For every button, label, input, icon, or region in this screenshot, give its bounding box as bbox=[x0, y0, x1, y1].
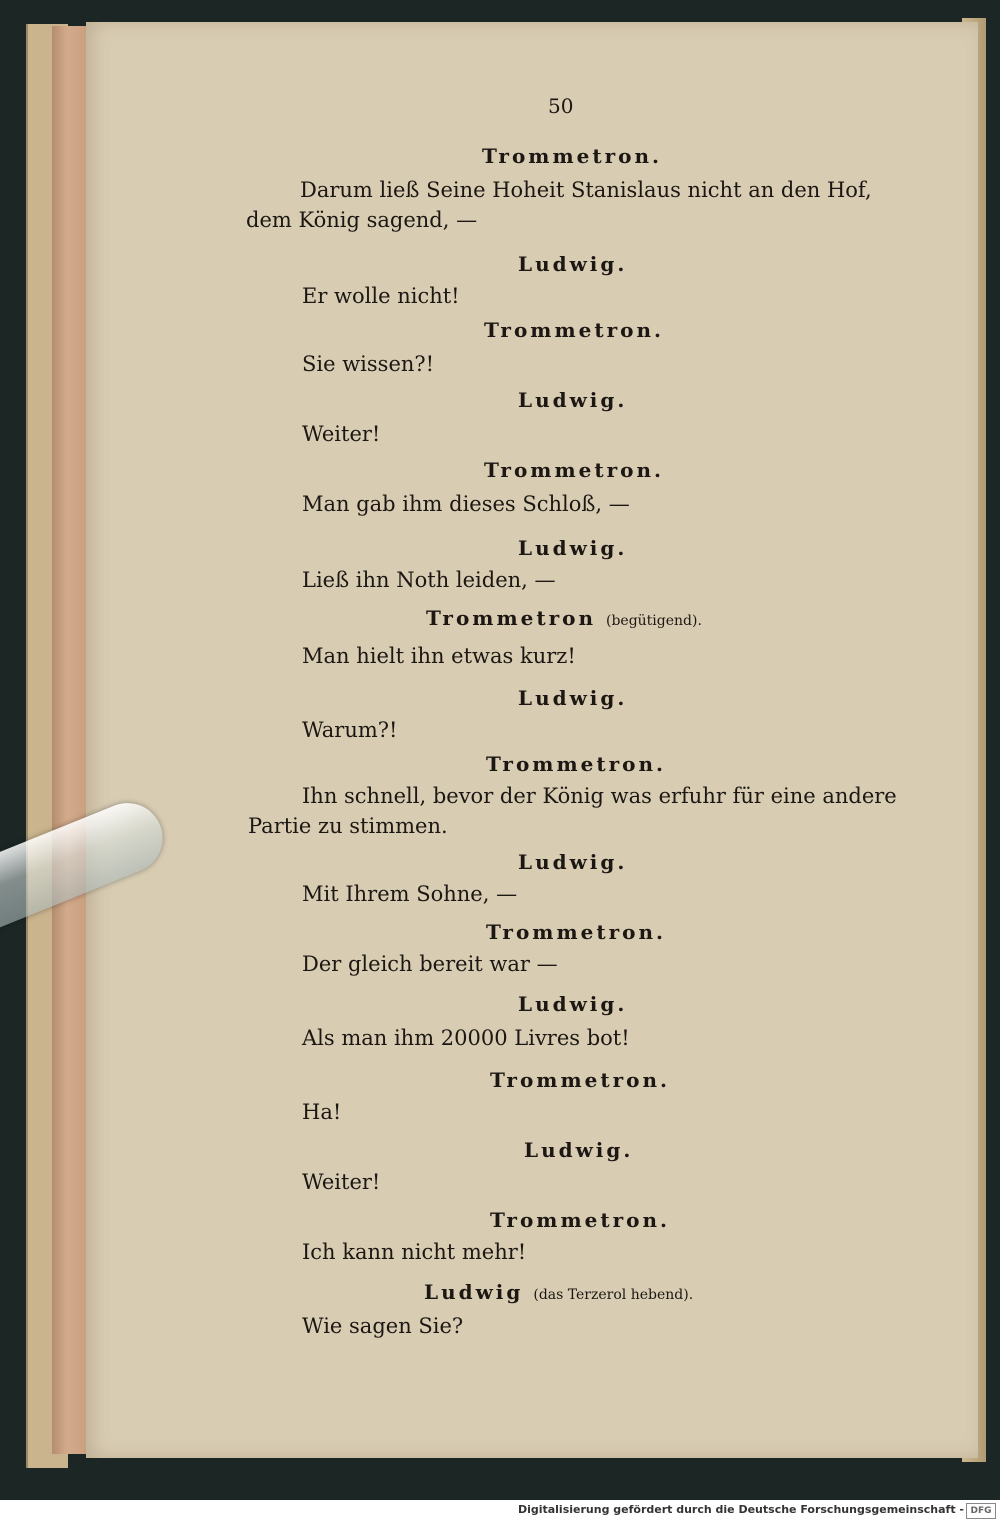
speaker-label: Trommetron. bbox=[486, 920, 666, 944]
dialogue-line: Als man ihm 20000 Livres bot! bbox=[302, 1026, 630, 1050]
speaker-label: Ludwig. bbox=[524, 1138, 634, 1162]
speaker-label: Ludwig. bbox=[518, 388, 628, 412]
speaker-label: Trommetron. bbox=[484, 318, 664, 342]
speaker-label: Ludwig. bbox=[518, 536, 628, 560]
dialogue-line: Mit Ihrem Sohne, — bbox=[302, 882, 518, 906]
footer-bar bbox=[0, 1500, 1000, 1521]
speaker-label: Trommetron. bbox=[490, 1068, 670, 1092]
dfg-logo-icon: DFG bbox=[966, 1503, 996, 1519]
speaker-label: Ludwig. bbox=[518, 850, 628, 874]
dialogue-line: Sie wissen?! bbox=[302, 352, 435, 376]
speaker-label: Trommetron. bbox=[490, 1208, 670, 1232]
speaker-label: Trommetron. bbox=[486, 752, 666, 776]
dialogue-line: Ha! bbox=[302, 1100, 342, 1124]
dialogue-line: Er wolle nicht! bbox=[302, 284, 460, 308]
stage-direction: (das Terzerol hebend). bbox=[533, 1287, 694, 1303]
dialogue-line: Ließ ihn Noth leiden, — bbox=[302, 568, 556, 592]
dialogue-line: Man hielt ihn etwas kurz! bbox=[302, 644, 576, 668]
speaker-label: Ludwig. bbox=[518, 252, 628, 276]
speaker-label: Trommetron. bbox=[482, 144, 662, 168]
book-page bbox=[86, 22, 978, 1458]
dialogue-line: Man gab ihm dieses Schloß, — bbox=[302, 492, 630, 516]
dialogue-line: Partie zu stimmen. bbox=[248, 814, 448, 838]
dialogue-line: Darum ließ Seine Hoheit Stanislaus nicht an den Hof, bbox=[300, 178, 872, 202]
speaker-name: Trommetron bbox=[426, 606, 597, 630]
speaker-name: Ludwig bbox=[424, 1280, 524, 1304]
dialogue-line: dem König sagend, — bbox=[246, 208, 478, 232]
dialogue-line: Weiter! bbox=[302, 422, 381, 446]
page-number: 50 bbox=[548, 94, 574, 118]
dialogue-line: Warum?! bbox=[302, 718, 398, 742]
stage-direction: (begütigend). bbox=[605, 613, 702, 629]
speaker-label: Ludwig. bbox=[518, 686, 628, 710]
speaker-label: Trommetron. bbox=[484, 458, 664, 482]
dialogue-line: Ihn schnell, bevor der König was erfuhr für eine andere bbox=[302, 784, 897, 808]
page-stack-edge bbox=[52, 26, 90, 1454]
speaker-label bbox=[424, 1280, 693, 1304]
speaker-label: Ludwig. bbox=[518, 992, 628, 1016]
dialogue-line: Ich kann nicht mehr! bbox=[302, 1240, 527, 1264]
dialogue-line: Der gleich bereit war — bbox=[302, 952, 558, 976]
speaker-label bbox=[426, 606, 702, 630]
dialogue-line: Weiter! bbox=[302, 1170, 381, 1194]
funding-credit: Digitalisierung gefördert durch die Deutsche Forschungsgemeinschaft - bbox=[517, 1503, 964, 1516]
dialogue-line: Wie sagen Sie? bbox=[302, 1314, 464, 1338]
